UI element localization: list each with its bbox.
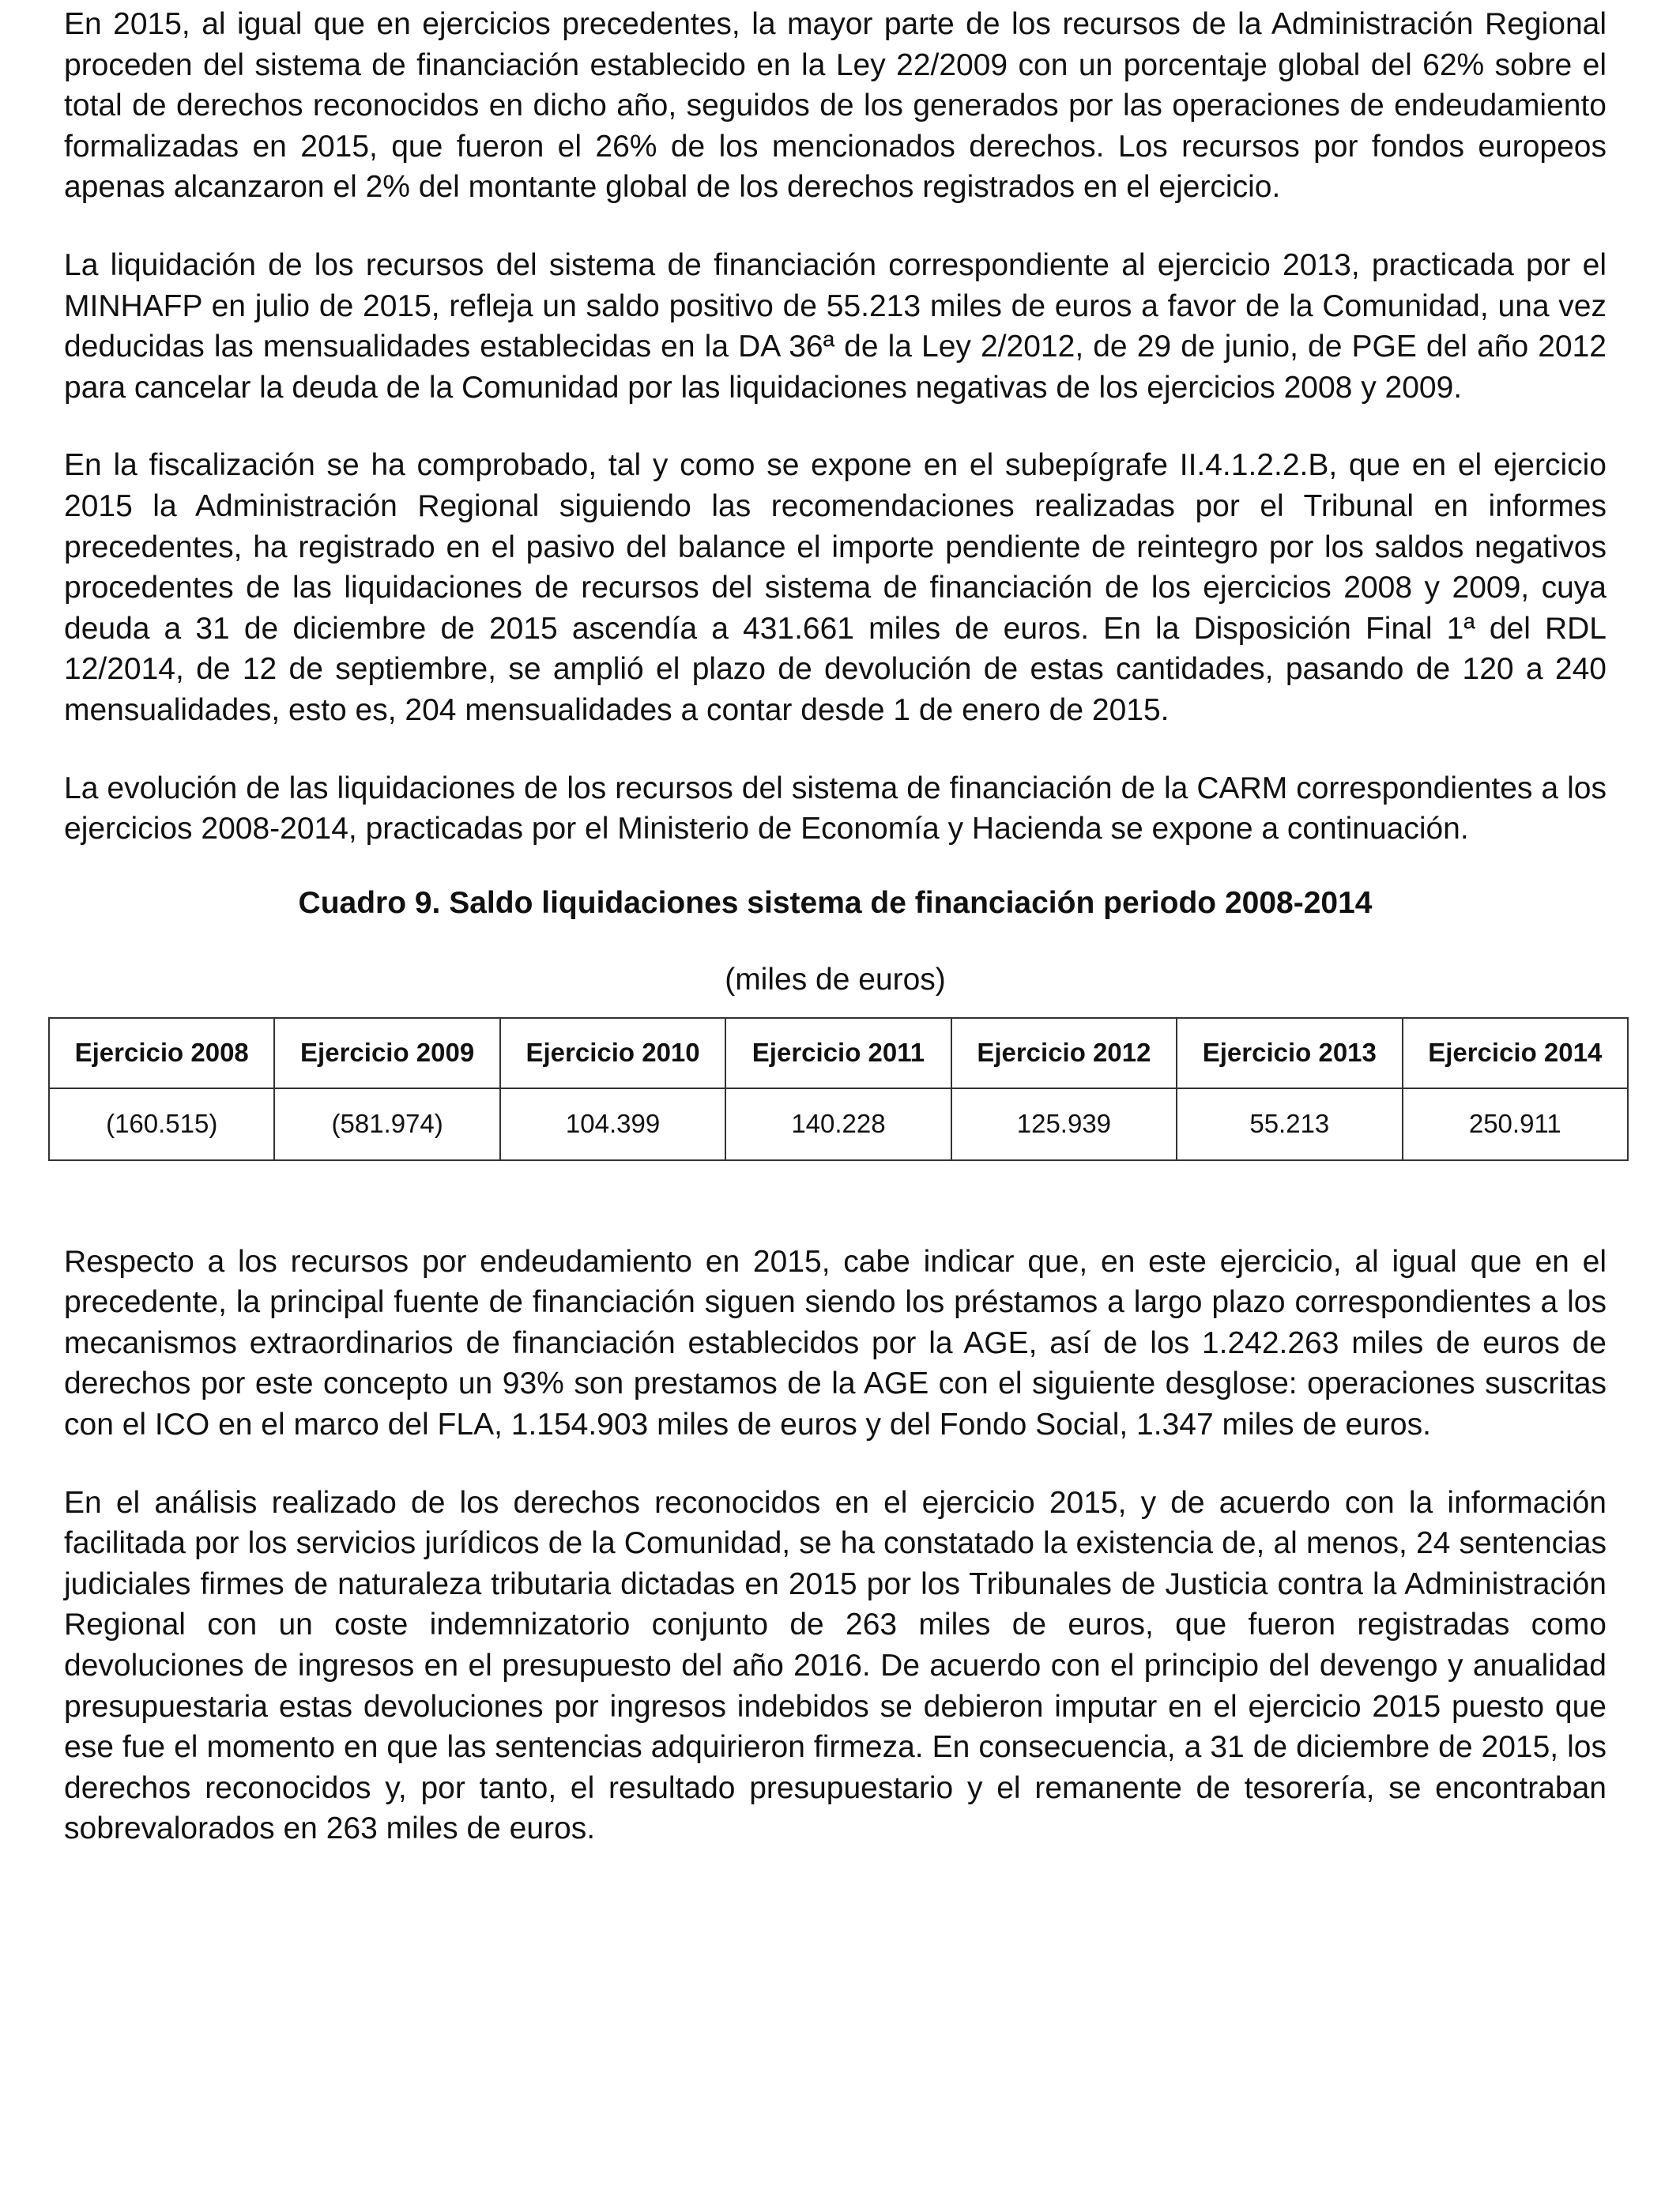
header-cell-2011: Ejercicio 2011 [725,1018,951,1088]
liquidations-table [48,1017,1629,1161]
header-cell-2012: Ejercicio 2012 [951,1018,1177,1088]
paragraph-evolution-intro: La evolución de las liquidaciones de los recursos del sistema de financiación de la CARM correspondientes a los ejercicios 2008-2014, practicadas por el Ministerio de Economía y Hacienda se expone a continuación. [64,771,1607,846]
paragraph-fiscalization: En la fiscalización se ha comprobado, tal y como se expone en el subepígrafe II.4.1.2.2.B, que en el ejercicio 2015 la Administración Regional siguiendo las recomendaciones realizadas por el Tribunal en informes precedentes, ha registrado en el pasivo del balance el importe pendiente de reintegro por los saldos negativos procedentes de las liquidaciones de recursos del sistema de financiación de los ejercicios 2008 y 2009, cuya deuda a 31 de diciembre de 2015 ascendía a 431.661 miles de euros. En la Disposición Final 1ª del RDL 12/2014, de 12 de septiembre, se amplió el plazo de devolución de estas cantidades, pasando de 120 a 240 mensualidades, esto es, 204 mensualidades a contar desde 1 de enero de 2015. [64,448,1607,727]
value-cell-2014: 250.911 [1403,1088,1628,1160]
value-cell-2013: 55.213 [1177,1088,1402,1160]
header-cell-2009: Ejercicio 2009 [274,1018,499,1088]
header-cell-2014: Ejercicio 2014 [1403,1018,1628,1088]
value-cell-2011: 140.228 [725,1088,951,1160]
header-cell-2010: Ejercicio 2010 [500,1018,725,1088]
paragraph-debt-resources: Respecto a los recursos por endeudamiento en 2015, cabe indicar que, en este ejercicio, al igual que en el precedente, la principal fuente de financiación siguen siendo los préstamos a largo plazo correspondientes a los mecanismos extraordinarios de financiación establecidos por la AGE, así de los 1.242.263 miles de euros de derechos por este concepto un 93% son prestamos de la AGE con el siguiente desglose: operaciones suscritas con el ICO en el marco del FLA, 1.154.903 miles de euros y del Fondo Social, 1.347 miles de euros. [64,1244,1607,1442]
value-cell-2010: 104.399 [500,1088,725,1160]
header-cell-2013: Ejercicio 2013 [1177,1018,1402,1088]
table-row [49,1088,1628,1160]
paragraph-financing-sources: En 2015, al igual que en ejercicios precedentes, la mayor parte de los recursos de la Administración Regional proceden del sistema de financiación establecido en la Ley 22/2009 con un porcentaje global del 62% sobre el total de derechos reconocidos en dicho año, seguidos de los generados por las operaciones de endeudamiento formalizadas en 2015, que fueron el 26% de los mencionados derechos. Los recursos por fondos europeos apenas alcanzaron el 2% del montante global de los derechos registrados en el ejercicio. [64,7,1607,205]
header-cell-2008: Ejercicio 2008 [49,1018,274,1088]
paragraph-liquidation-2013: La liquidación de los recursos del sistema de financiación correspondiente al ejercicio 2013, practicada por el MINHAFP en julio de 2015, refleja un saldo positivo de 55.213 miles de euros a favor de la Comunidad, una vez deducidas las mensualidades establecidas en la DA 36ª de la Ley 2/2012, de 29 de junio, de PGE del año 2012 para cancelar la deuda de la Comunidad por las liquidaciones negativas de los ejercicios 2008 y 2009. [64,247,1607,405]
table-units: (miles de euros) [725,962,946,997]
value-cell-2009: (581.974) [274,1088,499,1160]
value-cell-2012: 125.939 [951,1088,1177,1160]
table-header-row [49,1018,1628,1088]
table-title: Cuadro 9. Saldo liquidaciones sistema de financiación periodo 2008-2014 [298,885,1373,920]
paragraph-court-rulings: En el análisis realizado de los derechos reconocidos en el ejercicio 2015, y de acuerdo con la información facilitada por los servicios jurídicos de la Comunidad, se ha constatado la existencia de, al menos, 24 sentencias judiciales firmes de naturaleza tributaria dictadas en 2015 por los Tribunales de Justicia contra la Administración Regional con un coste indemnizatorio conjunto de 263 miles de euros, que fueron registradas como devoluciones de ingresos en el presupuesto del año 2016. De acuerdo con el principio del devengo y anualidad presupuestaria estas devoluciones por ingresos indebidos se debieron imputar en el ejercicio 2015 puesto que ese fue el momento en que las sentencias adquirieron firmeza. En consecuencia, a 31 de diciembre de 2015, los derechos reconocidos y, por tanto, el resultado presupuestario y el remanente de tesorería, se encontraban sobrevalorados en 263 miles de euros. [64,1485,1607,1846]
document-page [64,0,1607,1849]
value-cell-2008: (160.515) [49,1088,274,1160]
